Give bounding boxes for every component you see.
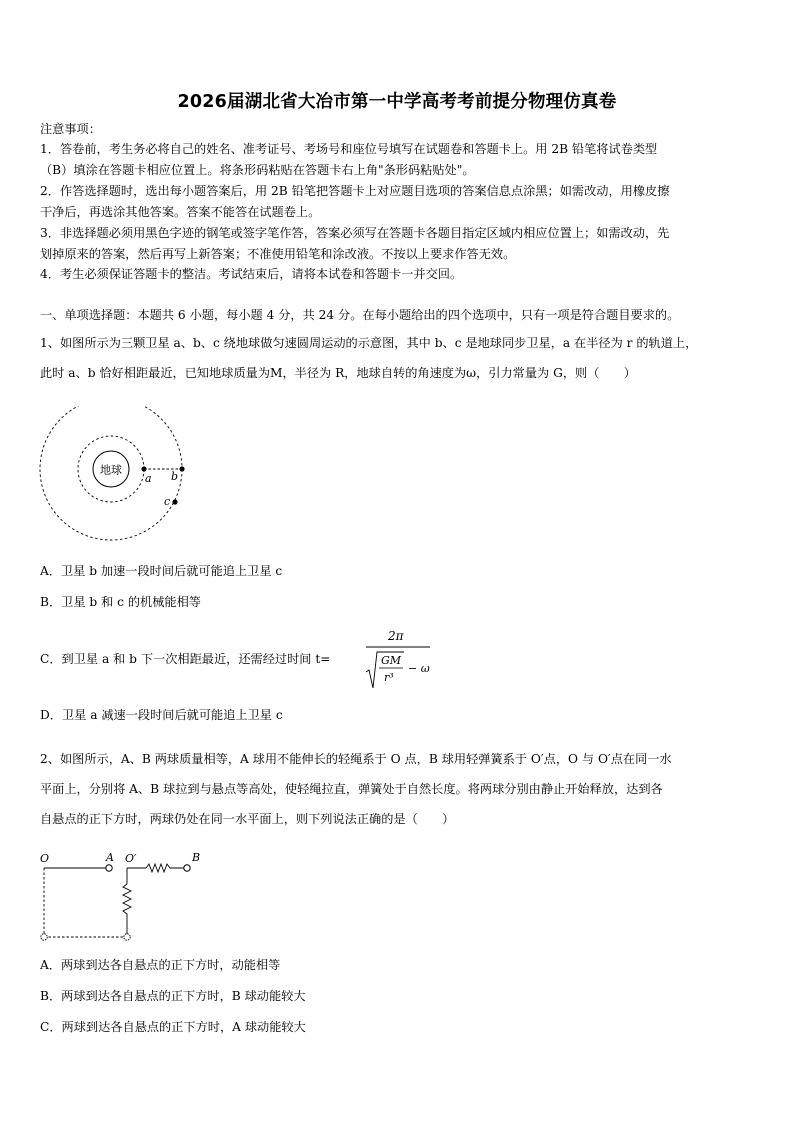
label-A: A [106,851,114,864]
q1-option-a[interactable]: A．卫星 b 加速一段时间后就可能追上卫星 c [40,564,283,578]
satellite-a [141,466,146,471]
notes-line-3: 2．作答选择题时，选出每小题答案后，用 2B 铅笔把答题卡上对应题目选项的答案信息点涂黑；如需改动，用橡皮擦 [40,184,670,198]
formula-minus-omega: − ω [408,662,430,675]
q2-stem-line-1: 2、如图所示，A、B 两球质量相等，A 球用不能伸长的轻绳系于 O 点，B 球用轻弹簧系于 O′点，O 与 O′点在同一水 [40,752,672,766]
notes-line-5: 3．非选择题必须用黑色字迹的钢笔或签字笔作答，答案必须写在答题卡各题目指定区域内相应位置上；如需改动，先 [40,226,670,240]
q2-stem-line-3: 自悬点的正下方时，两球仍处在同一水平面上，则下列说法正确的是（ ） [40,812,455,826]
spring-horizontal [146,864,184,872]
label-b: b [171,470,179,483]
q2-pendulum-figure [38,848,208,944]
satellite-c [172,499,177,504]
notes-heading: 注意事项： [40,122,101,136]
q1-option-c[interactable] [40,628,460,690]
q2-option-c[interactable]: C．两球到达各自悬点的正下方时，A 球动能较大 [40,1020,306,1034]
section-heading: 一、单项选择题：本题共 6 小题，每小题 4 分，共 24 分。在每小题给出的四个选项中，只有一项是符合题目要求的。 [40,308,680,322]
q1-orbit-figure [38,406,198,542]
notes-line-7: 4．考生必须保证答题卡的整洁。考试结束后，请将本试卷和答题卡一并交回。 [40,267,463,281]
page-title: 2026届湖北省大冶市第一中学高考考前提分物理仿真卷 [177,92,617,112]
notes-line-1: 1．答卷前，考生务必将自己的姓名、准考证号、考场号和座位号填写在试题卷和答题卡上。用 2B 铅笔将试卷类型 [40,142,658,156]
label-O-prime: O′ [125,852,137,865]
formula-gm: GM [381,654,402,667]
notes-line-6: 划掉原来的答案，然后再写上新答案；不准使用铅笔和涂改液。不按以上要求作答无效。 [40,247,516,261]
formula-numerator: 2π [388,629,404,643]
label-B: B [192,851,201,864]
ball-A-bottom [41,934,47,940]
formula-r3: r³ [384,671,394,684]
q1-stem-line-2: 此时 a、b 恰好相距最近，已知地球质量为M，半径为 R，地球自转的角速度为ω，引力常量为 G，则（ ） [40,366,636,380]
notes-line-2: （B）填涂在答题卡相应位置上。将条形码粘贴在答题卡右上角"条形码粘贴处"。 [40,163,475,177]
q1-option-d[interactable]: D．卫星 a 减速一段时间后就可能追上卫星 c [40,708,283,722]
ball-A [106,865,112,871]
q2-stem-line-2: 平面上，分别将 A、B 球拉到与悬点等高处，使轻绳拉直，弹簧处于自然长度。将两球分别由静止开始释放，达到各 [40,782,663,796]
ball-B-bottom [124,934,130,940]
spring-vertical [123,884,131,934]
label-a: a [145,472,152,485]
q1-option-c-formula [364,628,444,690]
notes-line-4: 干净后，再选涂其他答案。答案不能答在试题卷上。 [40,205,321,219]
label-c: c [164,495,171,508]
q1-stem-line-1: 1、如图所示为三颗卫星 a、b、c 绕地球做匀速圆周运动的示意图，其中 b、c 是地球同步卫星，a 在半径为 r 的轨道上， [40,336,698,350]
satellite-b [179,466,184,471]
q2-option-a[interactable]: A．两球到达各自悬点的正下方时，动能相等 [40,958,281,972]
q1-option-c-text: C．到卫星 a 和 b 下一次相距最近，还需经过时间 t= [40,652,331,666]
label-O: O [40,852,50,865]
q2-option-b[interactable]: B．两球到达各自悬点的正下方时，B 球动能较大 [40,989,306,1003]
ball-B [184,865,190,871]
q1-option-b[interactable]: B．卫星 b 和 c 的机械能相等 [40,595,201,609]
earth-label: 地球 [100,463,122,477]
